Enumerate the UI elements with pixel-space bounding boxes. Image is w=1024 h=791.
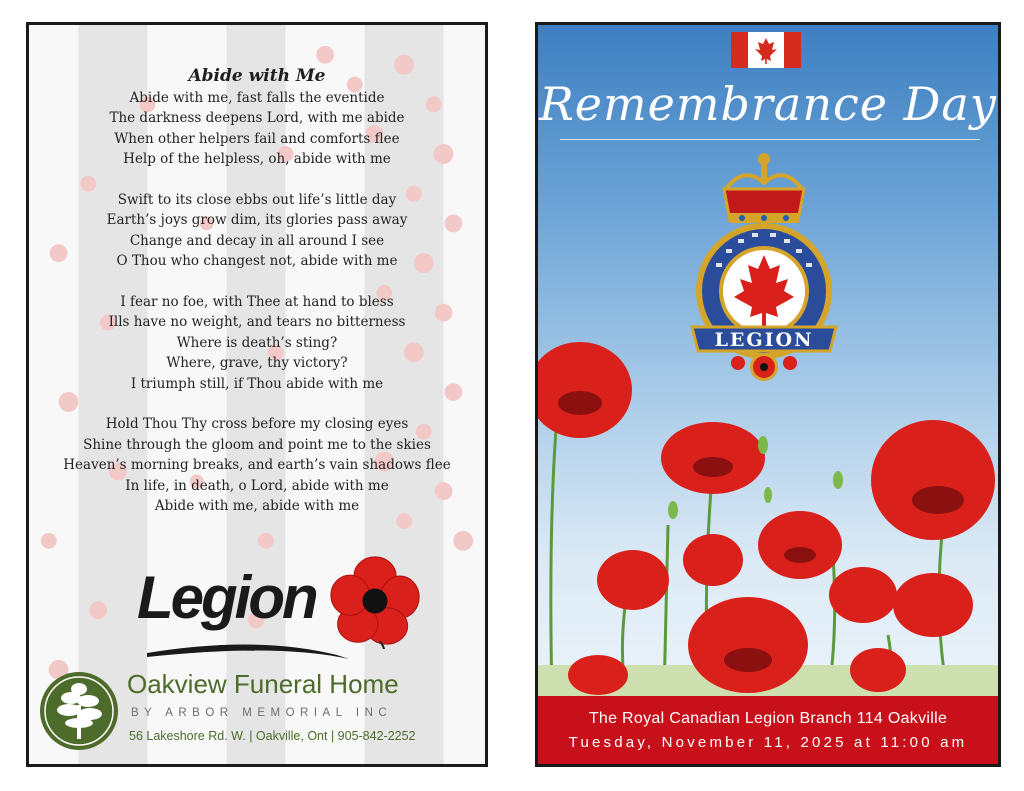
stanza-line: Heaven’s morning breaks, and earth’s vain shadows flee	[63, 457, 451, 474]
legion-logo	[137, 557, 427, 667]
stanza-line: Change and decay in all around I see	[129, 232, 385, 249]
stanza-line: Earth’s joys grow dim, its glories pass away	[106, 212, 408, 229]
funeral-home-subtitle: BY ARBOR MEMORIAL INC	[131, 707, 393, 719]
event-date: Tuesday, November 11, 2025 at 11:00 am	[568, 733, 968, 751]
tree-icon	[39, 671, 119, 751]
stanza-line: Abide with me, fast falls the eventide	[129, 90, 385, 106]
stanza-line: When other helpers fail and comforts flee	[114, 130, 400, 147]
canada-flag-icon	[731, 32, 801, 68]
stanza-line: Hold Thou Thy cross before my closing eyes	[105, 416, 409, 433]
stanza-3	[29, 292, 485, 394]
event-name: The Royal Canadian Legion Branch 114 Oakville	[588, 709, 948, 727]
stanza-line: I triumph still, if Thou abide with me	[130, 375, 384, 392]
poppy-icon	[327, 553, 423, 649]
stanza-line: I fear no foe, with Thee at hand to bless	[120, 294, 394, 311]
funeral-home-sponsor	[39, 669, 479, 759]
funeral-home-name: Oakview Funeral Home	[127, 669, 399, 699]
cover-title: Remembrance Day	[539, 77, 997, 131]
hymn-text	[29, 65, 485, 516]
event-info-band	[538, 696, 998, 764]
badge-banner: LEGION	[714, 329, 814, 351]
stanza-line: Shine through the gloom and point me to the skies	[83, 436, 431, 453]
cover-panel	[535, 22, 1001, 767]
stanza-1	[29, 88, 485, 170]
stanza-line: Ills have no weight, and tears no bitterness	[108, 314, 406, 331]
stanza-line: In life, in death, o Lord, abide with me	[125, 477, 389, 494]
stanza-line: Where is death’s sting?	[176, 334, 338, 351]
stanza-4	[29, 414, 485, 516]
stanza-2	[29, 190, 485, 272]
stanza-line: Help of the helpless, oh, abide with me	[123, 151, 391, 168]
stanza-line: O Thou who changest not, abide with me	[116, 253, 398, 270]
title-divider	[560, 139, 980, 140]
stanza-line: Swift to its close ebbs out life’s little day	[117, 192, 397, 209]
stanza-line: Abide with me, abide with me	[154, 498, 360, 515]
hymn-title: Abide with Me	[188, 66, 326, 86]
legion-wordmark: Legion	[137, 564, 316, 631]
hymn-panel	[26, 22, 488, 767]
funeral-home-address: 56 Lakeshore Rd. W. | Oakville, Ont | 905-842-2252	[129, 729, 416, 743]
stanza-line: Where, grave, thy victory?	[166, 355, 348, 372]
legion-crest-icon	[686, 151, 842, 386]
stanza-line: The darkness deepens Lord, with me abide	[109, 110, 405, 127]
